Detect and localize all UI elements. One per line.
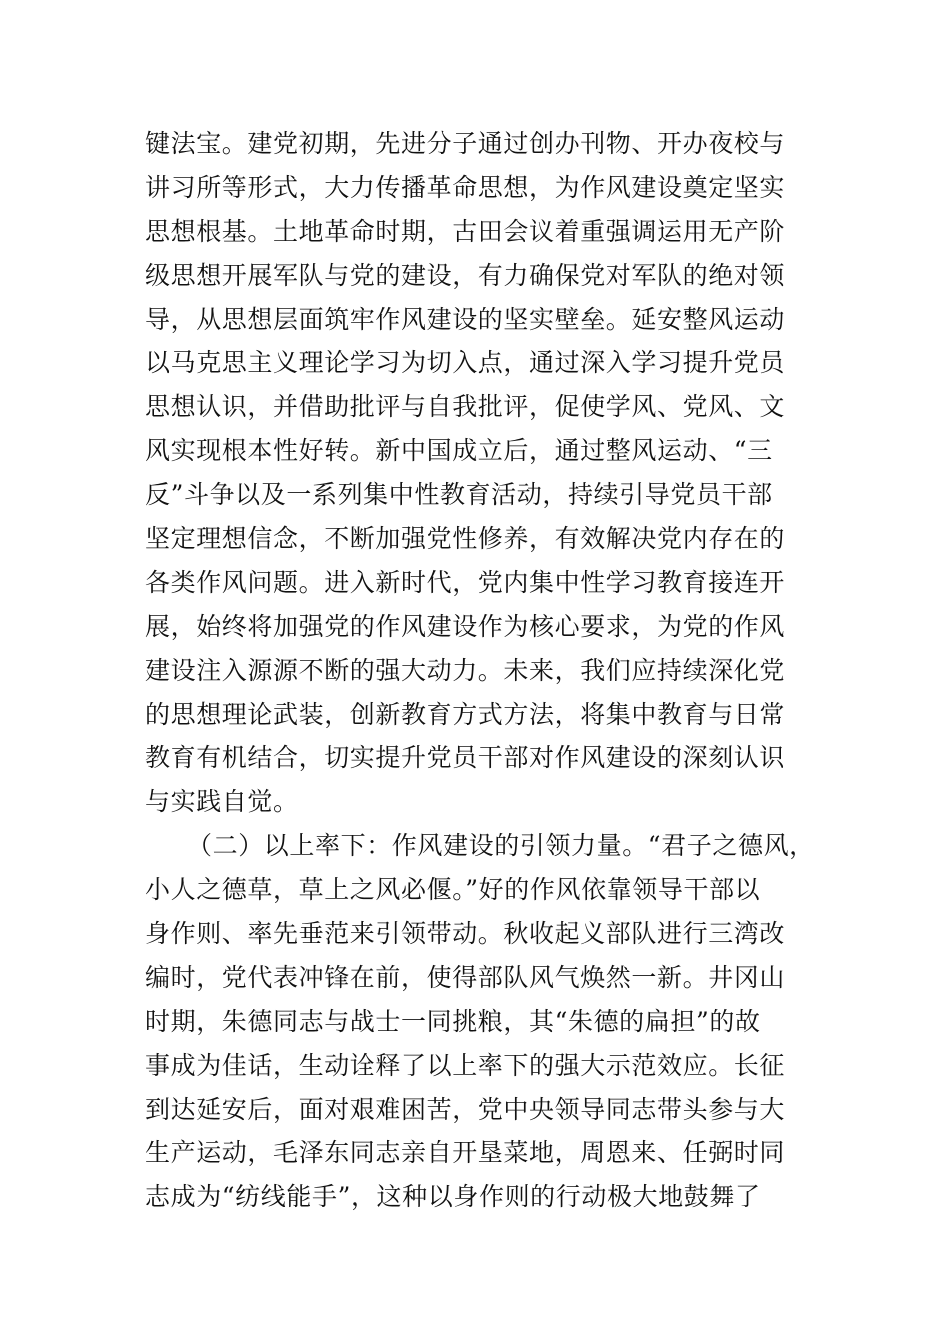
text-line-10: 坚定理想信念，不断加强党性修养，有效解决党内存在的 xyxy=(145,524,786,554)
text-line-11: 各类作风问题。进入新时代，党内集中性学习教育接连开 xyxy=(145,567,786,597)
text-line-22: 事成为佳话，生动诠释了以上率下的强大示范效应。长征 xyxy=(145,1050,786,1080)
text-line-2: 讲习所等形式，大力传播革命思想，为作风建设奠定坚实 xyxy=(145,172,786,202)
text-line-12: 展，始终将加强党的作风建设作为核心要求，为党的作风 xyxy=(145,611,786,641)
text-line-18: 小人之德草，草上之风必偃。”好的作风依靠领导干部以 xyxy=(145,875,761,905)
text-line-21: 时期，朱德同志与战士一同挑粮，其“朱德的扁担”的故 xyxy=(145,1006,761,1036)
text-line-24: 生产运动，毛泽东同志亲自开垦菜地，周恩来、任弼时同 xyxy=(145,1138,786,1168)
text-line-9: 反”斗争以及一系列集中性教育活动，持续引导党员干部 xyxy=(145,480,773,510)
text-line-7: 思想认识，并借助批评与自我批评，促使学风、党风、文 xyxy=(145,392,786,422)
text-line-14: 的思想理论武装，创新教育方式方法，将集中教育与日常 xyxy=(145,699,786,729)
text-line-13: 建设注入源源不断的强大动力。未来，我们应持续深化党 xyxy=(145,655,786,685)
text-line-6: 以马克思主义理论学习为切入点，通过深入学习提升党员 xyxy=(145,348,786,378)
text-line-23: 到达延安后，面对艰难困苦，党中央领导同志带头参与大 xyxy=(145,1094,786,1124)
text-line-1: 键法宝。建党初期，先进分子通过创办刊物、开办夜校与 xyxy=(145,129,786,158)
text-line-25: 志成为“纺线能手”，这种以身作则的行动极大地鼓舞了 xyxy=(145,1182,761,1212)
text-line-5: 导，从思想层面筑牢作风建设的坚实壁垒。延安整风运动 xyxy=(145,304,786,334)
text-line-16: 与实践自觉。 xyxy=(145,787,299,817)
text-line-19: 身作则、率先垂范来引领带动。秋收起义部队进行三湾改 xyxy=(145,919,786,949)
text-line-4: 级思想开展军队与党的建设，有力确保党对军队的绝对领 xyxy=(145,260,786,290)
text-line-20: 编时，党代表冲锋在前，使得部队风气焕然一新。井冈山 xyxy=(145,962,786,992)
text-line-8: 风实现根本性好转。新中国成立后，通过整风运动、“三 xyxy=(145,436,773,466)
body-text xyxy=(145,122,825,1219)
text-line-3: 思想根基。土地革命时期，古田会议着重强调运用无产阶 xyxy=(145,216,786,246)
section-heading-line: （二）以上率下：作风建设的引领力量。“君子之德风， xyxy=(187,831,815,861)
text-line-15: 教育有机结合，切实提升党员干部对作风建设的深刻认识 xyxy=(145,743,786,773)
